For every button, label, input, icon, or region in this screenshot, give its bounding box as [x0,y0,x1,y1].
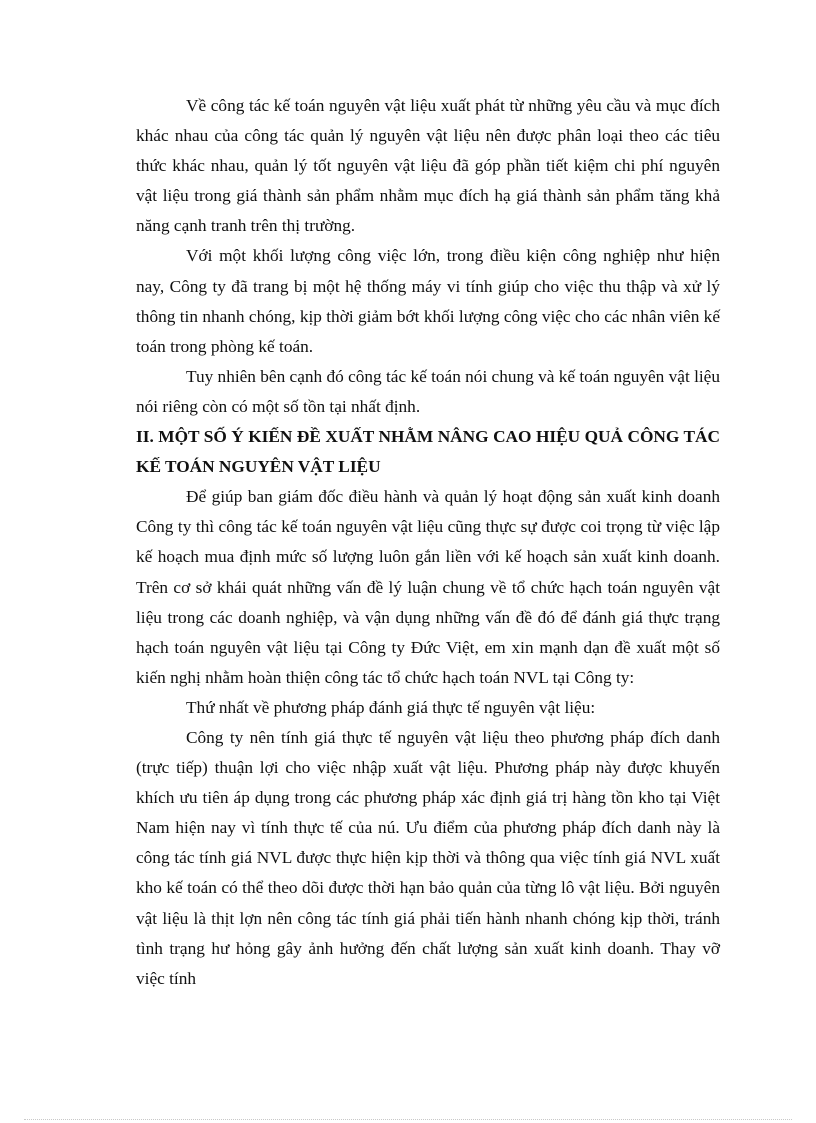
paragraph-4: Để giúp ban giám đốc điều hành và quản lý hoạt động sản xuất kinh doanh Công ty thì công tác kế toán nguyên vật liệu cũng thực sự được coi trọng từ việc lập kế hoạch mua định mức số lượng luôn gắn liền với kế hoạch sản xuất kinh doanh. Trên cơ sở khái quát những vấn đề lý luận chung về tổ chức hạch toán nguyên vật liệu trong các doanh nghiệp, và vận dụng những vấn đề đó để đánh giá thực trạng hạch toán nguyên vật liệu tại Công ty Đức Việt, em xin mạnh dạn đề xuất một số kiến nghị nhằm hoàn thiện công tác tổ chức hạch toán NVL tại Công ty: [136,487,720,687]
paragraph-3: Tuy nhiên bên cạnh đó công tác kế toán nói chung và kế toán nguyên vật liệu nói riêng còn có một số tồn tại nhất định. [136,366,720,416]
paragraph-6: Công ty nên tính giá thực tế nguyên vật liệu theo phương pháp đích danh (trực tiếp) thuận lợi cho việc nhập xuất vật liệu. Phương pháp này được khuyến khích ưu tiên áp dụng trong các phương pháp xác định giá trị hàng tồn kho tại Việt Nam hiện nay vì tính thực tế của nú. Ưu điểm của phương pháp đích danh này là công tác tính giá NVL được thực hiện kịp thời và thông qua việc tính giá NVL xuất kho kế toán có thể theo dõi được thời hạn bảo quản của từng lô vật liệu. Bởi nguyên vật liệu là thịt lợn nên công tác tính giá phải tiến hành nhanh chóng kịp thời, tránh tình trạng hư hỏng gây ảnh hưởng đến chất lượng sản xuất kinh doanh. Thay vỡ việc tính [136,727,720,988]
section-heading: II. MỘT SỐ Ý KIẾN ĐỀ XUẤT NHẰM NÂNG CAO HIỆU QUẢ CÔNG TÁC KẾ TOÁN NGUYÊN VẬT LIỆU [136,427,720,477]
document-page [136,91,720,994]
paragraph-1: Về công tác kế toán nguyên vật liệu xuất phát từ những yêu cầu và mục đích khác nhau của công tác quản lý nguyên vật liệu nên được phân loại theo các tiêu thức khác nhau, quản lý tốt nguyên vật liệu đã góp phần tiết kiệm chi phí nguyên vật liệu trong giá thành sản phẩm nhằm mục đích hạ giá thành sản phẩm tăng khả năng cạnh tranh trên thị trường. [136,96,720,236]
paragraph-2: Với một khối lượng công việc lớn, trong điều kiện công nghiệp như hiện nay, Công ty đã trang bị một hệ thống máy vi tính giúp cho việc thu thập và xử lý thông tin nhanh chóng, kịp thời giảm bớt khối lượng công việc cho các nhân viên kế toán trong phòng kế toán. [136,246,720,356]
paragraph-5: Thứ nhất về phương pháp đánh giá thực tế nguyên vật liệu: [186,697,596,717]
page-bottom-rule [24,1119,792,1120]
